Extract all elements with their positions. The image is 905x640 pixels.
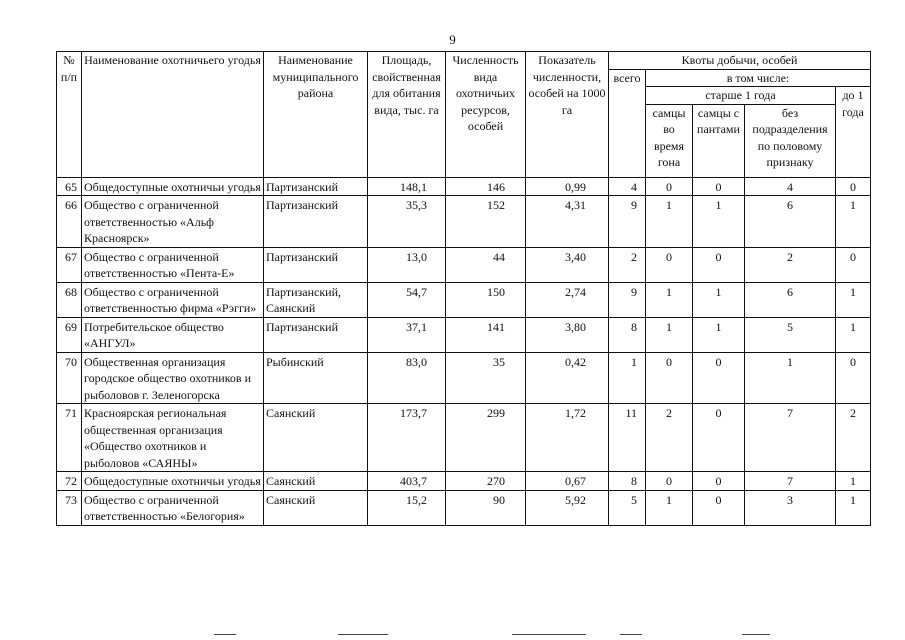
cell-males-antlers: 0 — [693, 490, 745, 525]
cell-total: 8 — [609, 317, 646, 352]
cell-district: Партизанский — [264, 177, 368, 196]
table-header — [57, 52, 871, 178]
table-row — [57, 472, 871, 491]
cell-district: Партизанский, Саянский — [264, 282, 368, 317]
cell-total: 9 — [609, 196, 646, 248]
table-row — [57, 352, 871, 404]
cell-ground: Общество с ограниченной ответственностью «Белогория» — [82, 490, 264, 525]
table-row — [57, 177, 871, 196]
header-district: Наименование муниципального района — [264, 52, 368, 178]
cell-num: 73 — [57, 490, 82, 525]
cell-under1: 1 — [836, 317, 871, 352]
cell-males-rut: 2 — [646, 404, 693, 472]
cell-no-sex: 6 — [745, 282, 836, 317]
cell-no-sex: 5 — [745, 317, 836, 352]
cell-area: 83,0 — [368, 352, 446, 404]
cell-males-antlers: 0 — [693, 177, 745, 196]
cell-males-rut: 0 — [646, 352, 693, 404]
cell-under1: 0 — [836, 247, 871, 282]
header-males-antlers: самцы с пантами — [693, 104, 745, 177]
cell-num: 65 — [57, 177, 82, 196]
cell-indicator: 5,92 — [526, 490, 609, 525]
table-row — [57, 196, 871, 248]
cell-population: 141 — [446, 317, 526, 352]
cell-no-sex: 3 — [745, 490, 836, 525]
table-row — [57, 404, 871, 472]
cell-under1: 1 — [836, 196, 871, 248]
cell-males-rut: 0 — [646, 177, 693, 196]
table-body — [57, 177, 871, 525]
cell-males-rut: 0 — [646, 472, 693, 491]
cell-males-antlers: 1 — [693, 196, 745, 248]
cell-total: 2 — [609, 247, 646, 282]
cell-area: 37,1 — [368, 317, 446, 352]
cell-indicator: 0,99 — [526, 177, 609, 196]
header-males-rut: самцы во время гона — [646, 104, 693, 177]
cell-ground: Общество с ограниченной ответственностью фирма «Рэгги» — [82, 282, 264, 317]
cell-population: 152 — [446, 196, 526, 248]
header-indicator: Показатель численности, особей на 1000 га — [526, 52, 609, 178]
cell-no-sex: 2 — [745, 247, 836, 282]
cell-no-sex: 1 — [745, 352, 836, 404]
cell-num: 68 — [57, 282, 82, 317]
cell-indicator: 0,42 — [526, 352, 609, 404]
cell-district: Партизанский — [264, 247, 368, 282]
table-row — [57, 317, 871, 352]
cell-males-antlers: 0 — [693, 404, 745, 472]
cell-under1: 1 — [836, 472, 871, 491]
header-area: Площадь, свойственная для обитания вида, тыс. га — [368, 52, 446, 178]
table-row — [57, 490, 871, 525]
cell-no-sex: 6 — [745, 196, 836, 248]
cell-ground: Красноярская региональная общественная организация «Общество охотников и рыболовов «САЯНЫ» — [82, 404, 264, 472]
quota-table — [56, 51, 871, 526]
header-total: всего — [609, 69, 646, 177]
cell-area: 173,7 — [368, 404, 446, 472]
cell-males-antlers: 1 — [693, 317, 745, 352]
cell-indicator: 3,80 — [526, 317, 609, 352]
cell-ground: Общество с ограниченной ответственностью «Альф Красноярск» — [82, 196, 264, 248]
cell-total: 5 — [609, 490, 646, 525]
cell-under1: 2 — [836, 404, 871, 472]
cell-total: 9 — [609, 282, 646, 317]
cell-num: 69 — [57, 317, 82, 352]
header-population: Численность вида охотничьих ресурсов, особей — [446, 52, 526, 178]
cell-indicator: 1,72 — [526, 404, 609, 472]
cell-num: 70 — [57, 352, 82, 404]
cell-males-rut: 0 — [646, 247, 693, 282]
cell-population: 44 — [446, 247, 526, 282]
cell-district: Рыбинский — [264, 352, 368, 404]
cell-num: 67 — [57, 247, 82, 282]
header-num: № п/п — [57, 52, 82, 178]
cell-ground: Общедоступные охотничьи угодья — [82, 472, 264, 491]
cell-area: 54,7 — [368, 282, 446, 317]
cell-ground: Общественная организация городское общество охотников и рыболовов г. Зеленогорска — [82, 352, 264, 404]
cell-no-sex: 7 — [745, 404, 836, 472]
cell-area: 148,1 — [368, 177, 446, 196]
table-row — [57, 247, 871, 282]
header-older: старше 1 года — [646, 87, 836, 105]
cell-district: Саянский — [264, 490, 368, 525]
cell-males-rut: 1 — [646, 282, 693, 317]
cell-area: 15,2 — [368, 490, 446, 525]
cell-num: 66 — [57, 196, 82, 248]
cell-males-antlers: 0 — [693, 472, 745, 491]
cell-area: 13,0 — [368, 247, 446, 282]
cell-under1: 0 — [836, 177, 871, 196]
cell-under1: 1 — [836, 490, 871, 525]
cell-no-sex: 4 — [745, 177, 836, 196]
cell-district: Саянский — [264, 404, 368, 472]
cell-population: 35 — [446, 352, 526, 404]
cell-total: 1 — [609, 352, 646, 404]
cell-population: 270 — [446, 472, 526, 491]
cell-district: Партизанский — [264, 196, 368, 248]
cell-population: 150 — [446, 282, 526, 317]
cell-males-rut: 1 — [646, 317, 693, 352]
cell-indicator: 4,31 — [526, 196, 609, 248]
cell-ground: Потребительское общество «АНГУЛ» — [82, 317, 264, 352]
cell-population: 299 — [446, 404, 526, 472]
cell-population: 90 — [446, 490, 526, 525]
cell-area: 403,7 — [368, 472, 446, 491]
cell-males-antlers: 0 — [693, 247, 745, 282]
cell-indicator: 0,67 — [526, 472, 609, 491]
header-quotas: Квоты добычи, особей — [609, 52, 871, 70]
cell-males-antlers: 1 — [693, 282, 745, 317]
cell-no-sex: 7 — [745, 472, 836, 491]
cell-males-antlers: 0 — [693, 352, 745, 404]
cell-males-rut: 1 — [646, 196, 693, 248]
page-number: 9 — [449, 32, 456, 47]
header-no-sex: без подразделения по половому признаку — [745, 104, 836, 177]
cell-males-rut: 1 — [646, 490, 693, 525]
cell-area: 35,3 — [368, 196, 446, 248]
header-including: в том числе: — [646, 69, 871, 87]
cell-total: 8 — [609, 472, 646, 491]
cell-num: 72 — [57, 472, 82, 491]
cell-district: Партизанский — [264, 317, 368, 352]
cell-total: 11 — [609, 404, 646, 472]
cell-total: 4 — [609, 177, 646, 196]
header-under1: до 1 года — [836, 87, 871, 178]
table-row — [57, 282, 871, 317]
cell-ground: Общество с ограниченной ответственностью «Пента-Е» — [82, 247, 264, 282]
cell-indicator: 2,74 — [526, 282, 609, 317]
cell-population: 146 — [446, 177, 526, 196]
cell-under1: 0 — [836, 352, 871, 404]
cell-district: Саянский — [264, 472, 368, 491]
header-ground: Наименование охотничьего угодья — [82, 52, 264, 178]
cell-under1: 1 — [836, 282, 871, 317]
cell-indicator: 3,40 — [526, 247, 609, 282]
cell-num: 71 — [57, 404, 82, 472]
cell-ground: Общедоступные охотничьи угодья — [82, 177, 264, 196]
scan-edge-marks — [0, 634, 905, 636]
